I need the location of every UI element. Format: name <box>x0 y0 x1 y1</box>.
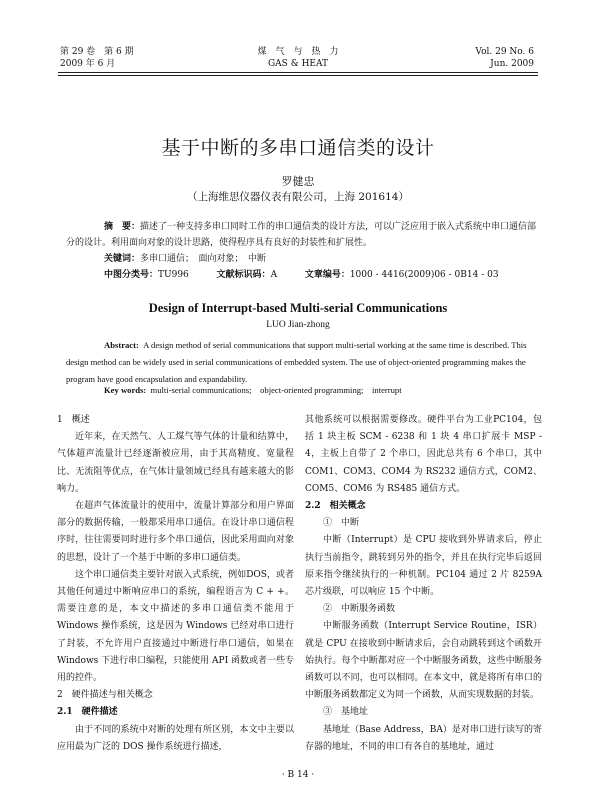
abstract-cn-text: 描述了一种支持多串口同时工作的串口通信类的设计方法，可以广泛应用于嵌入式系统中串口通信部分的设计。利用面向对象的设计思路，使得程序具有良好的封装性和扩展性。 <box>66 222 537 248</box>
article-no-label: 文章编号： <box>304 270 350 280</box>
running-header-right <box>475 46 534 70</box>
body-column-right <box>305 412 542 756</box>
doc-code-value: A <box>270 270 278 280</box>
paragraph: 由于不同的系统中对断的处理有所区别，本文中主要以应用最为广泛的 DOS 操作系统进行描述， <box>57 724 294 752</box>
page-number: · B 14 · <box>281 770 315 780</box>
list-item-heading: ③ 基地址 <box>323 707 369 718</box>
paragraph: 其他系统可以根据需要修改。硬件平台为工业PC104，包括 1 块主板 SCM - 6238 和 1 块 4 串口扩展卡 MSP - 4，主板上自带了 2 个串口，因此总共有 6 个串口，其中 COM1、COM3、COM4 为 RS232 通信方式，COM2、COM5、COM6 为 RS485 通信方式。 <box>305 415 542 494</box>
issue-date-en: Jun. 2009 <box>490 59 534 69</box>
paragraph: 中断（Interrupt）是 CPU 接收到外界请求后，停止执行当前指令，跳转到另外的指令，并且在执行完毕后返回原来指令继续执行的一种机制。PC104 通过 2 片 8259A 芯片级联，可以响应 15 个中断。 <box>305 535 542 598</box>
journal-name-en: GAS & HEAT <box>267 59 329 69</box>
paper-title-cn: 基于中断的多串口通信类的设计 <box>161 137 435 159</box>
affiliation-cn: （上海维思仪器仪表有限公司，上海 201614） <box>187 191 409 203</box>
issue-date: 2009 年 6 月 <box>60 59 116 69</box>
section-heading-hardware: 2 硬件描述与相关概念 <box>57 690 153 701</box>
abstract-en-label: Abstract: <box>104 340 139 350</box>
list-item-heading: ① 中断 <box>323 518 360 529</box>
keywords-cn-label: 关键词： <box>104 254 141 264</box>
article-no-value: 1000 - 4416(2009)06 - 0B14 - 03 <box>349 270 499 280</box>
paper-title-en: Design of Interrupt-based Multi-serial Communications <box>148 301 448 315</box>
doc-code-label: 文献标识码： <box>216 270 271 280</box>
abstract-en-text: A design method of serial communications that support multi-serial working at the same time is described. This design method can be widely used in serial communications of embedded system. The use of object-oriented programming makes the program have good encapsulation and expandability. <box>66 340 527 384</box>
author-cn: 罗健忠 <box>281 175 315 188</box>
section-heading-overview: 1 概述 <box>57 415 90 425</box>
header-rule-bottom <box>58 75 538 76</box>
journal-name-cn: 煤 气 与 热 力 <box>257 47 339 57</box>
list-item-heading: ② 中断服务函数 <box>323 604 396 615</box>
abstract-cn <box>66 219 540 251</box>
clc-value: TU996 <box>158 270 189 280</box>
volume-issue-en: Vol. 29 No. 6 <box>475 47 534 57</box>
paragraph: 基地址（Base Address，BA）是对串口进行读写的寄存器的地址，不同的串口有各自的基地址，通过 <box>305 724 542 752</box>
clc-label: 中图分类号： <box>104 270 159 280</box>
paragraph: 中断服务函数（Interrupt Service Routine，ISR）就是 CPU 在接收到中断请求后，会自动跳转到这个函数开始执行。每个中断都对应一个中断服务函数，这些中断服务函数可以不同，也可以相同。在本文中，就是将所有串口的中断服务函数都定义为同一个函数，从而实现数据的封装。 <box>305 621 542 701</box>
keywords-en <box>104 384 402 396</box>
subsection-heading-concepts: 2.2 相关概念 <box>305 501 366 512</box>
keywords-en-text: multi-serial communications; object-oriented programming; interrupt <box>150 385 402 395</box>
subsection-heading-hardware-description: 2.1 硬件描述 <box>57 707 118 718</box>
paragraph: 近年来，在天然气、人工煤气等气体的计量和结算中，气体超声流量计已经逐渐被应用，由于其高精度、宽量程比、无流阻等优点，在气体计量领域已经具有越来越大的影响力。 <box>57 432 294 494</box>
keywords-cn <box>104 251 266 264</box>
abstract-cn-label: 摘 要： <box>104 222 141 232</box>
paragraph: 在超声气体流量计的使用中，流量计算部分和用户界面部分的数据传输，一般都采用串口通信。在设计串口通信程序时，往往需要同时进行多个串口通信，因此采用面向对象的思想，设计了一个基于中断的多串口通信类。 <box>57 501 294 563</box>
keywords-cn-text: 多串口通信； 面向对象； 中断 <box>140 254 267 264</box>
classification-line <box>104 267 499 280</box>
author-en: LUO Jian-zhong <box>266 320 330 330</box>
abstract-en <box>66 337 540 388</box>
volume-issue: 第 29 卷 第 6 期 <box>60 47 134 57</box>
header-rule-top <box>58 72 538 73</box>
keywords-en-label: Key words: <box>104 385 147 395</box>
paragraph: 这个串口通信类主要针对嵌入式系统，例如DOS，或者其他任何通过中断响应串口的系统，编程语言为 C + +。需要注意的是，本文中描述的多串口通信类不能用于 Windows 操作系统，这是因为 Windows 已经对串口进行了封装，不允许用户直接通过中断进行串口通信，如果在 Windows 下进行串口编程，只能使用 API 函数或者一些专用的控件。 <box>57 569 294 684</box>
body-column-left <box>57 412 294 756</box>
